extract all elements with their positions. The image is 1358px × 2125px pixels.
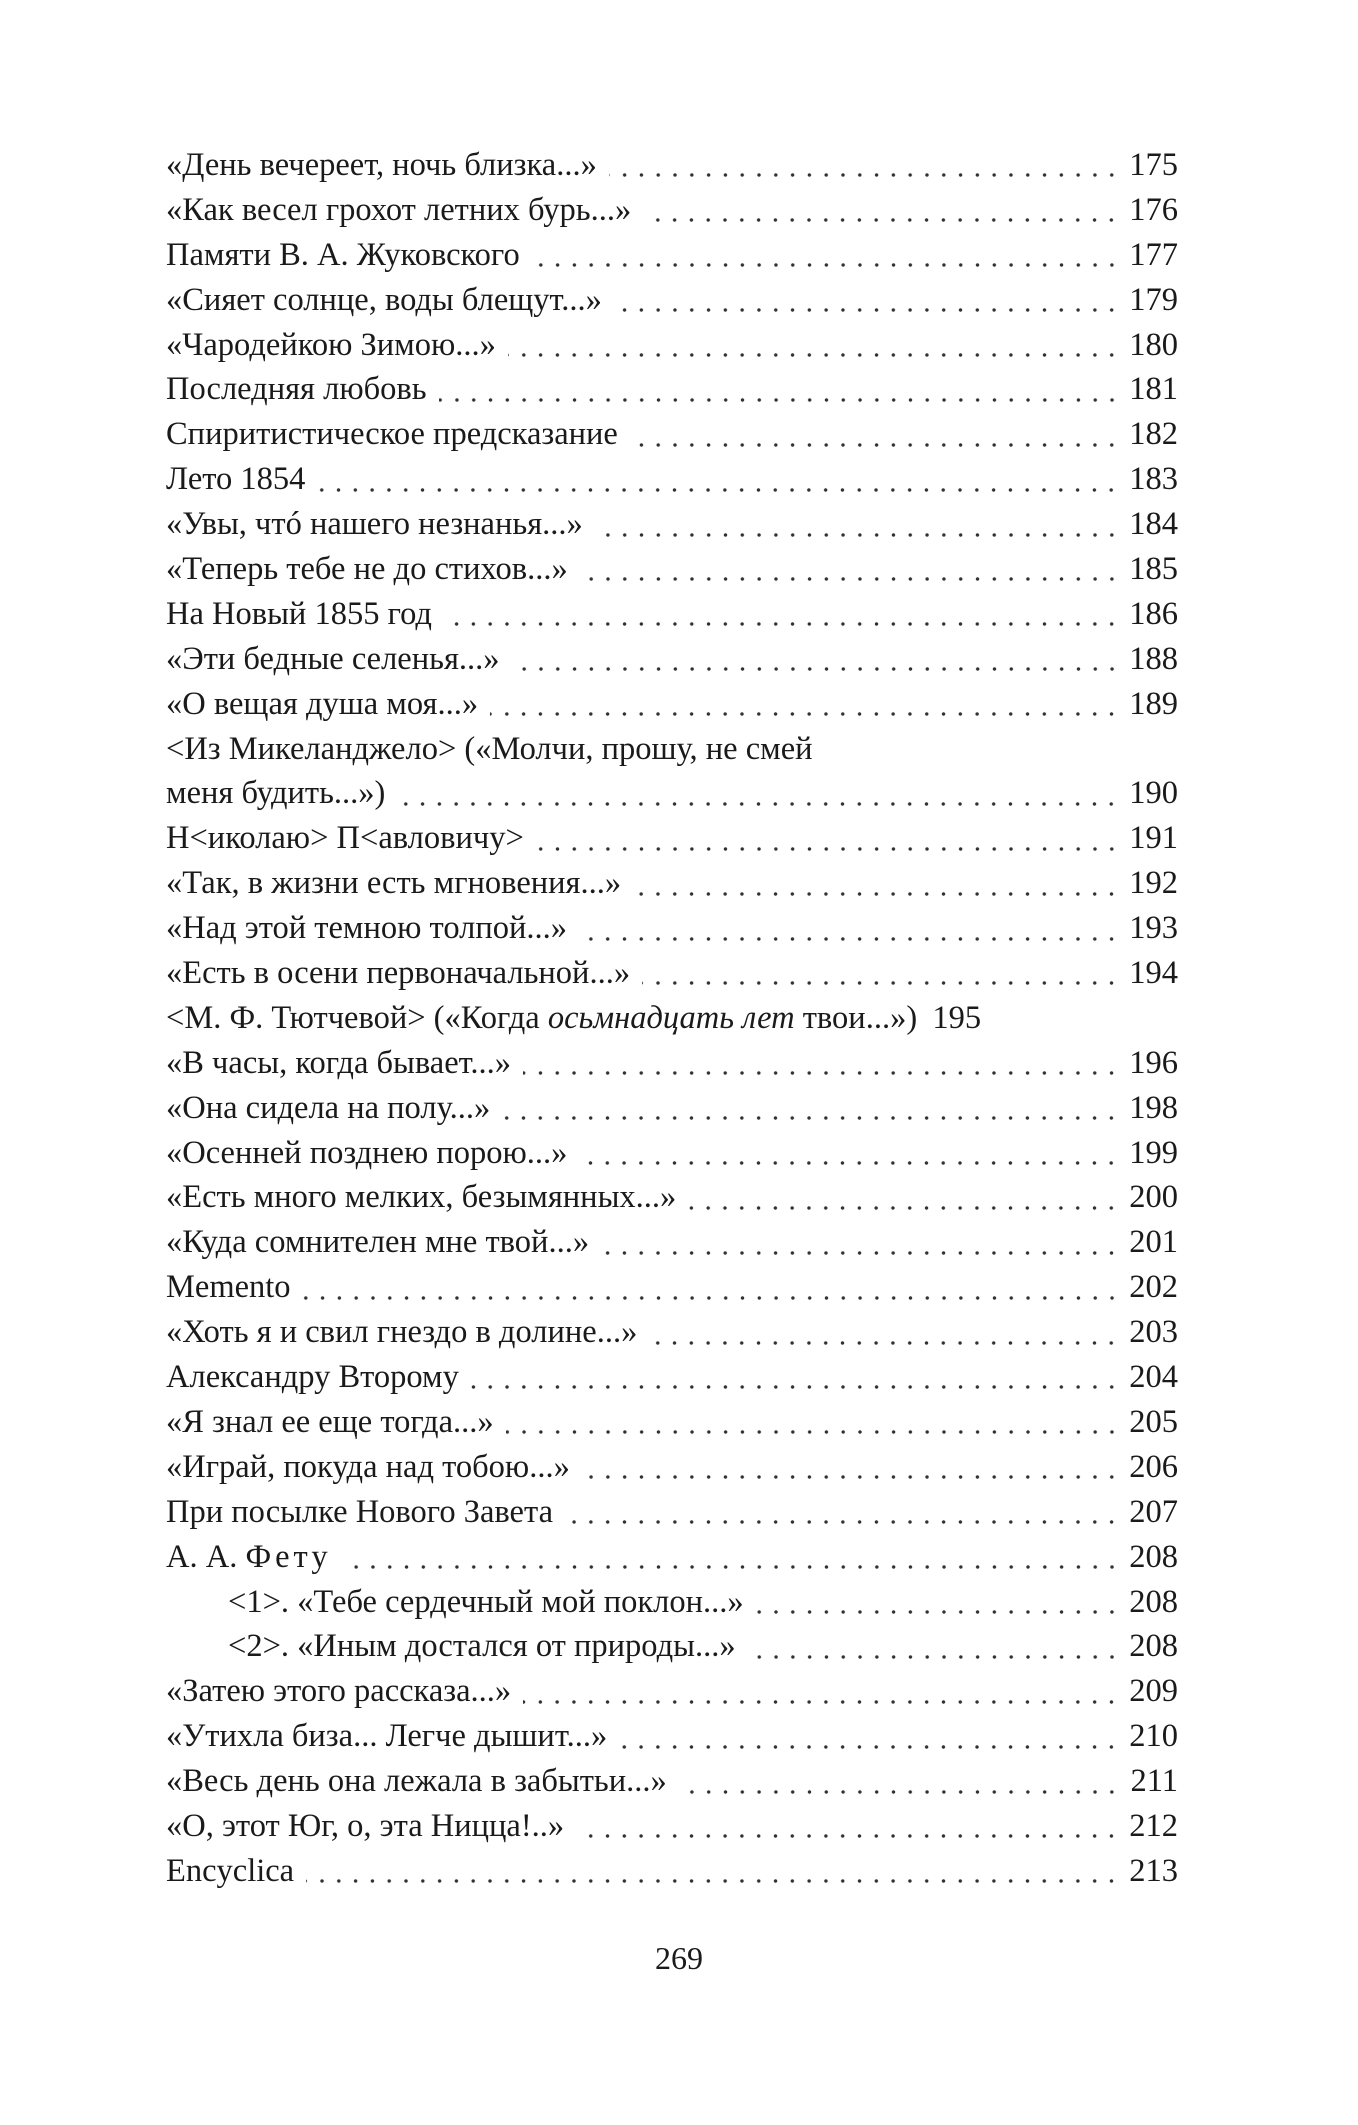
toc-entry-title: Memento xyxy=(166,1269,291,1306)
toc-entry xyxy=(166,1445,1178,1490)
toc-entry xyxy=(166,412,1178,457)
toc-entry xyxy=(166,816,1178,861)
toc-entry xyxy=(166,1400,1178,1445)
page-number: 269 xyxy=(655,1940,703,1976)
toc-entry-page: 212 xyxy=(1129,1807,1178,1844)
toc-entry-title-part: <М. Ф. Тютчевой> («Когда xyxy=(166,999,548,1036)
toc-entry-page: 183 xyxy=(1129,461,1178,498)
dot-leader xyxy=(609,172,1120,178)
toc-entry xyxy=(166,1714,1178,1759)
toc-entry-title: «Так, в жизни есть мгновения...» xyxy=(166,865,622,902)
dot-leader xyxy=(344,1564,1120,1570)
toc-entry-title: «Теперь тебе не до стихов...» xyxy=(166,551,568,588)
toc-entry-title: «Куда сомнителен мне твой...» xyxy=(166,1224,590,1261)
dot-leader xyxy=(756,1609,1120,1615)
toc-entry-page: 175 xyxy=(1129,147,1178,183)
toc-entry-page: 179 xyxy=(1129,281,1178,318)
toc-entry-page: 188 xyxy=(1129,640,1178,677)
toc-entry-title: <2>. «Иным достался от природы...» xyxy=(228,1628,736,1665)
toc-entry-page: 199 xyxy=(1129,1134,1178,1171)
dot-leader xyxy=(580,576,1120,582)
toc-entry-page: 186 xyxy=(1129,595,1178,632)
toc-entry-page: 192 xyxy=(1129,865,1178,902)
toc-entry-title: «Весь день она лежала в забытьи...» xyxy=(166,1763,667,1800)
toc-entry-page: 210 xyxy=(1129,1718,1178,1755)
toc-entry xyxy=(166,547,1178,592)
dot-leader xyxy=(508,352,1120,358)
dot-leader xyxy=(502,1115,1120,1121)
dot-leader xyxy=(532,262,1120,268)
dot-leader xyxy=(576,1833,1120,1839)
toc-entry xyxy=(166,1310,1178,1355)
dot-leader xyxy=(303,1295,1120,1301)
toc-entry-page: 190 xyxy=(1129,775,1178,812)
toc-entry xyxy=(166,1131,1178,1176)
table-of-contents xyxy=(166,143,1178,1894)
toc-entry-title: «Как весел грохот летних бурь...» xyxy=(166,191,632,228)
toc-entry-title: «Утихла биза... Легче дышит...» xyxy=(166,1718,608,1755)
toc-entry-page: 209 xyxy=(1129,1673,1178,1710)
toc-entry-page: 211 xyxy=(1130,1763,1178,1800)
toc-subentry xyxy=(166,1580,1178,1625)
toc-entry-page: 184 xyxy=(1129,506,1178,543)
toc-entry-title: «Затею этого рассказа...» xyxy=(166,1673,512,1710)
toc-entry xyxy=(166,323,1178,368)
dot-leader xyxy=(490,711,1120,717)
toc-entry xyxy=(166,682,1178,727)
dot-leader xyxy=(536,846,1120,852)
toc-entry-page: 198 xyxy=(1129,1089,1178,1126)
toc-entry-title: «Увы, чтó нашего незнанья...» xyxy=(166,506,583,543)
toc-entry-title: «О, этот Юг, о, эта Ницца!..» xyxy=(166,1807,565,1844)
toc-entry xyxy=(166,1669,1178,1714)
toc-entry-title: Спиритистическое предсказание xyxy=(166,416,618,453)
toc-entry xyxy=(166,861,1178,906)
toc-entry-page: 176 xyxy=(1129,191,1178,228)
toc-entry-page: 206 xyxy=(1129,1448,1178,1485)
toc-entry-title: Памяти В. А. Жуковского xyxy=(166,236,520,273)
toc-entry xyxy=(166,771,1178,816)
toc-entry xyxy=(166,906,1178,951)
toc-entry xyxy=(166,727,1178,772)
toc-entry xyxy=(166,1041,1178,1086)
toc-entry-title: «Играй, покуда над тобою...» xyxy=(166,1448,570,1485)
toc-entry xyxy=(166,188,1178,233)
dot-leader xyxy=(643,217,1120,223)
dot-leader xyxy=(579,1160,1120,1166)
toc-entry xyxy=(166,1759,1178,1804)
dot-leader xyxy=(397,801,1120,807)
toc-entry-page: 203 xyxy=(1129,1314,1178,1351)
toc-entry-title: «Чародейкою Зимою...» xyxy=(166,326,496,363)
toc-entry xyxy=(166,278,1178,323)
toc-entry-page: 205 xyxy=(1129,1403,1178,1440)
toc-entry-title xyxy=(166,996,917,1041)
toc-entry xyxy=(166,367,1178,412)
toc-entry xyxy=(166,457,1178,502)
toc-entry-title-part: твои...») xyxy=(794,999,918,1036)
toc-entry-title: Encyclica xyxy=(166,1852,295,1889)
toc-entry-page: 208 xyxy=(1129,1628,1178,1665)
dot-leader xyxy=(523,1699,1120,1705)
toc-entry-page: 191 xyxy=(1129,820,1178,857)
dot-leader xyxy=(506,1429,1120,1435)
toc-entry xyxy=(166,233,1178,278)
toc-entry-page: 194 xyxy=(1129,955,1178,992)
toc-entry-page: 181 xyxy=(1129,371,1178,408)
dot-leader xyxy=(633,891,1120,897)
toc-entry-title: «День вечереет, ночь близка...» xyxy=(166,147,597,183)
dot-leader xyxy=(317,487,1120,493)
toc-entry-page: 193 xyxy=(1129,910,1178,947)
dot-leader xyxy=(649,1340,1120,1346)
dot-leader xyxy=(614,307,1120,313)
toc-entry-title: «О вещая душа моя...» xyxy=(166,685,479,722)
toc-entry xyxy=(166,637,1178,682)
toc-entry-page: 200 xyxy=(1129,1179,1178,1216)
toc-entry-title: <1>. «Тебе сердечный мой поклон...» xyxy=(228,1583,744,1620)
toc-entry-title: «Хоть я и свил гнездо в долине...» xyxy=(166,1314,638,1351)
toc-entry xyxy=(166,1220,1178,1265)
toc-entry xyxy=(166,951,1178,996)
toc-entry-title: На Новый 1855 год xyxy=(166,595,432,632)
dot-leader xyxy=(601,1250,1120,1256)
toc-entry-page: 207 xyxy=(1129,1493,1178,1530)
toc-entry-page: 213 xyxy=(1129,1852,1178,1889)
toc-entry-title: Александру Второму xyxy=(166,1359,459,1396)
toc-entry xyxy=(166,996,1178,1041)
toc-entry-title: меня будить...») xyxy=(166,775,386,812)
toc-entry-title-part: А. А. xyxy=(166,1538,246,1575)
toc-entry-title: «Сияет солнце, воды блещут...» xyxy=(166,281,602,318)
toc-entry xyxy=(166,1804,1178,1849)
dot-leader xyxy=(630,442,1120,448)
toc-entry xyxy=(166,1086,1178,1131)
toc-entry xyxy=(166,143,1178,188)
toc-entry-page: 208 xyxy=(1129,1538,1178,1575)
toc-entry-title: «Я знал ее еще тогда...» xyxy=(166,1403,494,1440)
dot-leader xyxy=(471,1384,1120,1390)
toc-entry-title: <Из Микеланджело> («Молчи, прошу, не смей xyxy=(166,730,813,767)
toc-entry-title-spaced: Фету xyxy=(245,1538,332,1575)
toc-entry-title: «Эти бедные селенья...» xyxy=(166,640,500,677)
dot-leader xyxy=(642,980,1120,986)
toc-entry xyxy=(166,1355,1178,1400)
toc-entry-title: «Осенней позднею порою...» xyxy=(166,1134,568,1171)
toc-entry-page: 180 xyxy=(1129,326,1178,363)
dot-leader xyxy=(439,397,1120,403)
dot-leader xyxy=(306,1878,1120,1884)
toc-entry-title: «В часы, когда бывает...» xyxy=(166,1044,512,1081)
toc-entry xyxy=(166,1265,1178,1310)
dot-leader xyxy=(512,666,1120,672)
toc-entry-title: «Есть много мелких, безымянных...» xyxy=(166,1179,677,1216)
toc-entry-page: 185 xyxy=(1129,551,1178,588)
dot-leader xyxy=(619,1744,1120,1750)
toc-entry-title: «Она сидела на полу...» xyxy=(166,1089,491,1126)
toc-entry-page: 195 xyxy=(932,999,982,1036)
toc-entry-title: Н<иколаю> П<авловичу> xyxy=(166,820,524,857)
toc-entry-title: «Есть в осени первоначальной...» xyxy=(166,955,631,992)
dot-leader xyxy=(688,1205,1120,1211)
dot-leader xyxy=(523,1070,1120,1076)
dot-leader xyxy=(565,1519,1120,1525)
toc-entry-title: Лето 1854 xyxy=(166,461,306,498)
dot-leader xyxy=(679,1789,1120,1795)
toc-entry xyxy=(166,502,1178,547)
toc-entry xyxy=(166,1535,1178,1580)
dot-leader xyxy=(579,936,1120,942)
toc-entry-page: 201 xyxy=(1129,1224,1178,1261)
toc-entry xyxy=(166,592,1178,637)
toc-entry-page: 208 xyxy=(1129,1583,1178,1620)
toc-entry-title-italic: осьмнадцать лет xyxy=(547,999,795,1036)
toc-entry xyxy=(166,1175,1178,1220)
dot-leader xyxy=(748,1654,1120,1660)
dot-leader xyxy=(444,621,1120,627)
toc-entry xyxy=(166,1849,1178,1894)
toc-subentry xyxy=(166,1624,1178,1669)
toc-entry-title: При посылке Нового Завета xyxy=(166,1493,554,1530)
toc-entry-page: 182 xyxy=(1129,416,1178,453)
toc-entry-title: Последняя любовь xyxy=(166,371,427,408)
dot-leader xyxy=(595,532,1120,538)
toc-entry-page: 196 xyxy=(1129,1044,1178,1081)
toc-entry-title: «Над этой темною толпой...» xyxy=(166,910,568,947)
toc-entry-title xyxy=(166,1535,332,1580)
toc-entry xyxy=(166,1490,1178,1535)
toc-entry-page: 202 xyxy=(1129,1269,1178,1306)
dot-leader xyxy=(582,1474,1120,1480)
toc-entry-page: 177 xyxy=(1129,236,1178,273)
toc-entry-page: 189 xyxy=(1129,685,1178,722)
toc-entry-page: 204 xyxy=(1129,1359,1178,1396)
